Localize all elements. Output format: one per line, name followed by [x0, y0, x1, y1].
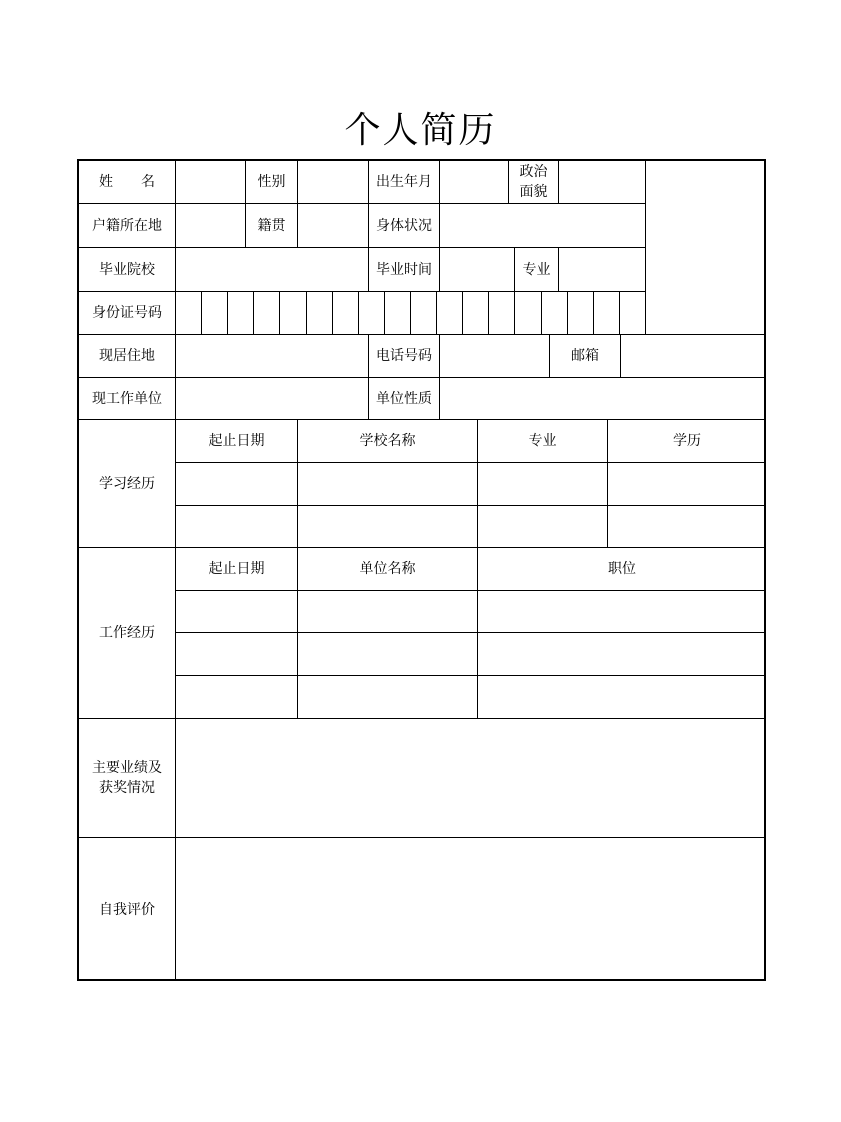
major-input[interactable]	[559, 248, 646, 292]
gender-label: 性别	[246, 161, 298, 204]
work-row-1-company[interactable]	[298, 591, 478, 633]
achievements-input[interactable]	[176, 719, 766, 838]
self-eval-input[interactable]	[176, 838, 766, 981]
work-row-2-position[interactable]	[478, 633, 766, 676]
school-label: 毕业院校	[79, 248, 176, 292]
work-row-3-position[interactable]	[478, 676, 766, 719]
work-row-3-company[interactable]	[298, 676, 478, 719]
birth-label: 出生年月	[369, 161, 440, 204]
employer-type-input[interactable]	[440, 378, 766, 420]
name-label-part2: 名	[141, 174, 155, 190]
employer-input[interactable]	[176, 378, 369, 420]
id-digit-box-10[interactable]	[411, 292, 437, 335]
id-digit-box-8[interactable]	[359, 292, 385, 335]
hukou-label: 户籍所在地	[79, 204, 176, 248]
email-input[interactable]	[621, 335, 766, 378]
work-header-company: 单位名称	[298, 548, 478, 591]
education-header-degree: 学历	[608, 420, 766, 463]
photo-area[interactable]	[646, 161, 766, 335]
birth-input[interactable]	[440, 161, 509, 204]
education-row-1-major[interactable]	[478, 463, 608, 506]
id-digit-box-1[interactable]	[176, 292, 202, 335]
id-digit-box-14[interactable]	[515, 292, 542, 335]
self-eval-label: 自我评价	[79, 838, 176, 981]
achievements-label	[79, 719, 176, 838]
id-digit-box-2[interactable]	[202, 292, 228, 335]
id-digit-box-3[interactable]	[228, 292, 254, 335]
political-label-line2: 面貌	[519, 184, 548, 200]
page-title: 个人简历	[344, 110, 497, 151]
address-label: 现居住地	[79, 335, 176, 378]
id-digit-box-4[interactable]	[254, 292, 280, 335]
education-row-1-degree[interactable]	[608, 463, 766, 506]
achievements-label-line1: 主要业绩及	[92, 760, 162, 776]
resume-form	[77, 159, 766, 981]
employer-label: 现工作单位	[79, 378, 176, 420]
id-digit-box-16[interactable]	[568, 292, 594, 335]
id-number-label: 身份证号码	[79, 292, 176, 335]
work-row-3-date[interactable]	[176, 676, 298, 719]
work-row-1-position[interactable]	[478, 591, 766, 633]
name-input[interactable]	[176, 161, 246, 204]
political-label	[509, 161, 559, 204]
work-row-1-date[interactable]	[176, 591, 298, 633]
work-header-date: 起止日期	[176, 548, 298, 591]
education-header-major: 专业	[478, 420, 608, 463]
id-digit-box-18[interactable]	[620, 292, 646, 335]
phone-input[interactable]	[440, 335, 550, 378]
education-row-2-major[interactable]	[478, 506, 608, 548]
achievements-label-line2: 获奖情况	[99, 780, 155, 796]
id-digit-box-5[interactable]	[280, 292, 307, 335]
school-input[interactable]	[176, 248, 369, 292]
name-label-part1: 姓	[99, 174, 113, 190]
education-row-2-school[interactable]	[298, 506, 478, 548]
grad-time-input[interactable]	[440, 248, 515, 292]
health-label: 身体状况	[369, 204, 440, 248]
work-label: 工作经历	[79, 548, 176, 719]
education-header-school: 学校名称	[298, 420, 478, 463]
education-label: 学习经历	[79, 420, 176, 548]
phone-label: 电话号码	[369, 335, 440, 378]
education-row-2-date[interactable]	[176, 506, 298, 548]
id-digit-box-15[interactable]	[542, 292, 568, 335]
work-row-2-date[interactable]	[176, 633, 298, 676]
native-input[interactable]	[298, 204, 369, 248]
id-digit-box-17[interactable]	[594, 292, 620, 335]
id-digit-box-6[interactable]	[307, 292, 333, 335]
political-label-line1: 政治	[519, 164, 548, 180]
id-digit-box-11[interactable]	[437, 292, 463, 335]
grad-time-label: 毕业时间	[369, 248, 440, 292]
id-digit-box-12[interactable]	[463, 292, 489, 335]
hukou-input[interactable]	[176, 204, 246, 248]
education-row-1-date[interactable]	[176, 463, 298, 506]
name-label	[79, 161, 176, 204]
health-input[interactable]	[440, 204, 646, 248]
address-input[interactable]	[176, 335, 369, 378]
native-label: 籍贯	[246, 204, 298, 248]
id-digit-box-9[interactable]	[385, 292, 411, 335]
employer-type-label: 单位性质	[369, 378, 440, 420]
education-row-1-school[interactable]	[298, 463, 478, 506]
work-row-2-company[interactable]	[298, 633, 478, 676]
id-digit-box-7[interactable]	[333, 292, 359, 335]
gender-input[interactable]	[298, 161, 369, 204]
id-digit-box-13[interactable]	[489, 292, 515, 335]
education-row-2-degree[interactable]	[608, 506, 766, 548]
political-input[interactable]	[559, 161, 646, 204]
email-label: 邮箱	[550, 335, 621, 378]
work-header-position: 职位	[478, 548, 766, 591]
education-header-date: 起止日期	[176, 420, 298, 463]
major-label: 专业	[515, 248, 559, 292]
